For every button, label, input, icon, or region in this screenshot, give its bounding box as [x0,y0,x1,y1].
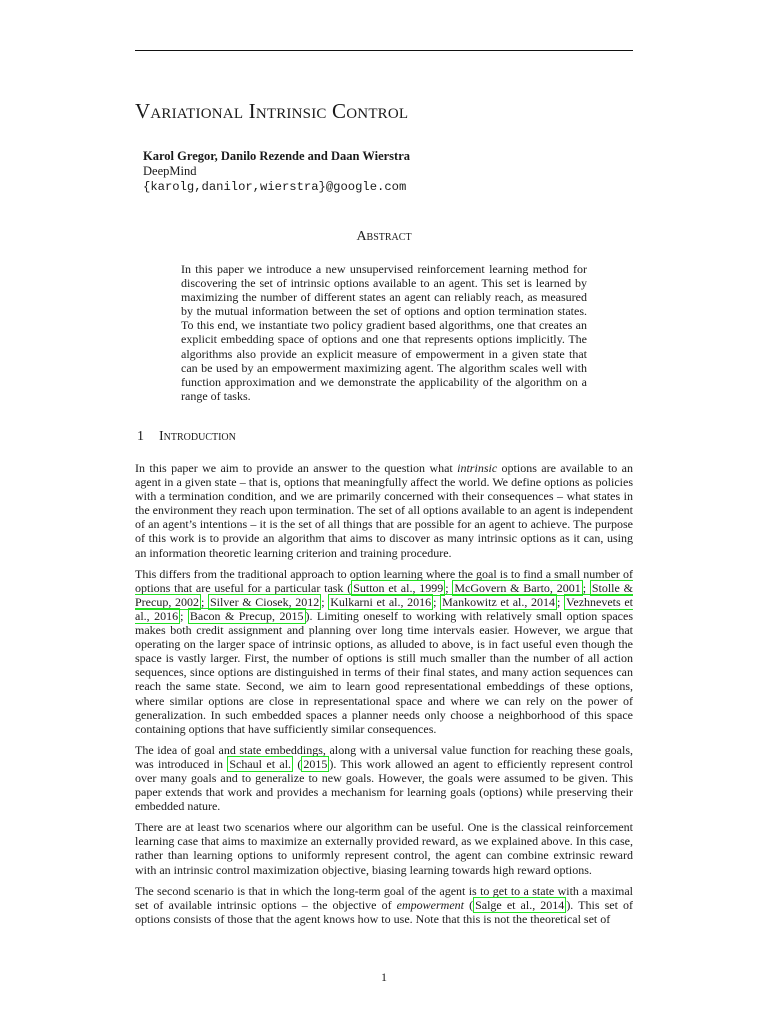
text-run: ( [293,756,302,771]
text-run: The idea of goal and state embeddings, along with a universal value function for reaching these goals, was introduced in [135,742,633,771]
emphasis: intrinsic [457,461,498,475]
paragraph [135,743,633,813]
author-block [143,149,583,195]
author-names: Karol Gregor, Danilo Rezende and Daan Wierstra [143,149,411,163]
page-number: 1 [381,970,387,984]
section-title: Introduction [159,429,236,444]
citation-link[interactable]: Salge et al., 2014 [475,897,565,912]
top-rule [135,50,633,51]
text-run: ; [582,580,590,595]
text-run: ). This work allowed an agent to efficiently represent control over many goals and to generalize to new goals. However, the goals were assumed to be given. This paper extends that work and provides a mechanism for learning goals (options) while preserving their embedded nature. [135,756,634,814]
text-run: This differs from the traditional approach to option learning where the goal is to find a small number of options that are useful for a particular task ( [135,566,633,595]
citation-link[interactable]: Mankowitz et al., 2014 [442,594,556,609]
citation-link[interactable]: Stolle & Precup, 2002 [135,580,633,609]
citation-link[interactable]: Schaul et al. [229,756,292,771]
text-run: ). Limiting oneself to working with relatively small option spaces makes both credit assignment and planning over long time intervals easier. However, we argue that operating on the larger space of intrinsic options, as alluded to above, is in fact useful even though the space is vastly larger. First, the number of options is still much smaller than the number of all action sequences, since options are distinguished in terms of their final states, and many action sequences can reach the same state. Second, we aim to learn good representational embeddings of these options, where similar options are close in representational space and where we can rely on the power of generalization. In such embedded spaces a planner needs only choose a neighborhood of this space containing options that have sufficiently similar consequences. [135,608,634,736]
section-heading [137,429,236,445]
text-run: ; [433,594,441,609]
text-run: ; [180,608,188,623]
citation-link[interactable]: Silver & Ciosek, 2012 [209,594,320,609]
text-run: ; [321,594,329,609]
paragraph [135,567,633,736]
text-run: ( [464,897,474,912]
paper-title: Variational Intrinsic Control [135,99,409,123]
intro-body [135,461,633,933]
citation-link[interactable]: McGovern & Barto, 2001 [454,580,581,595]
author-email: {karolg,danilor,wierstra}@google.com [143,179,407,194]
text-run: In this paper we aim to provide an answer to the question what [135,461,458,475]
affiliation: DeepMind [143,164,197,179]
text-run: ; [200,594,208,609]
citation-link[interactable]: Kulkarni et al., 2016 [330,594,432,609]
abstract-text: In this paper we introduce a new unsupervised reinforcement learning method for discovering the set of intrinsic options available to an agent. This set is learned by maximizing the number of different states an agent can reliably reach, as measured by the mutual information between the set of options and option termination states. To this end, we instantiate two policy gradient based algorithms, one that creates an explicit embedding space of options and one that represents options implicitly. The algorithms also provide an explicit measure of empowerment in a given state that can be used by an empowerment maximizing agent. The algorithm scales well with function approximation and we demonstrate the applicability of the algorithm on a range of tasks. [181,262,587,403]
text-run: ). This set of options consists of those that the agent knows how to use. Note that this is not the theoretical set of [135,897,633,926]
text-run: ; [445,580,453,595]
abstract-heading: Abstract [356,229,412,244]
citation-link[interactable]: Vezhnevets et al., 2016 [135,594,633,623]
paragraph: There are at least two scenarios where our algorithm can be useful. One is the classical reinforcement learning case that aims to maximize an externally provided reward, as we explained above. In this case, rather than learning options to uniformly represent control, the agent can combine extrinsic reward with an intrinsic control maximization objective, biasing learning towards high reward options. [135,820,633,877]
text-run: options are available to an agent in a given state – that is, options that meaningfully affect the world. We define options as policies with a termination condition, and we are primarily concerned with their consequences – what states in the environment they reach upon termination. The set of all options available to an agent is independent of an agent’s intentions – it is the set of all things that are possible for an agent to achieve. The purpose of this work is to provide an algorithm that aims to discover as many intrinsic options as it can, using an information theoretic learning criterion and training procedure. [135,461,633,560]
citation-link[interactable]: 2015 [303,756,328,771]
text-run: The second scenario is that in which the long-term goal of the agent is to get to a state with a maximal set of available intrinsic options – the objective of [135,883,633,912]
paragraph [135,884,633,926]
citation-link[interactable]: Bacon & Precup, 2015 [189,608,304,623]
paragraph [135,461,633,560]
emphasis: empowerment [396,897,464,912]
section-number: 1 [137,429,144,444]
citation-link[interactable]: Sutton et al., 1999 [353,580,444,595]
text-run: ; [557,594,565,609]
